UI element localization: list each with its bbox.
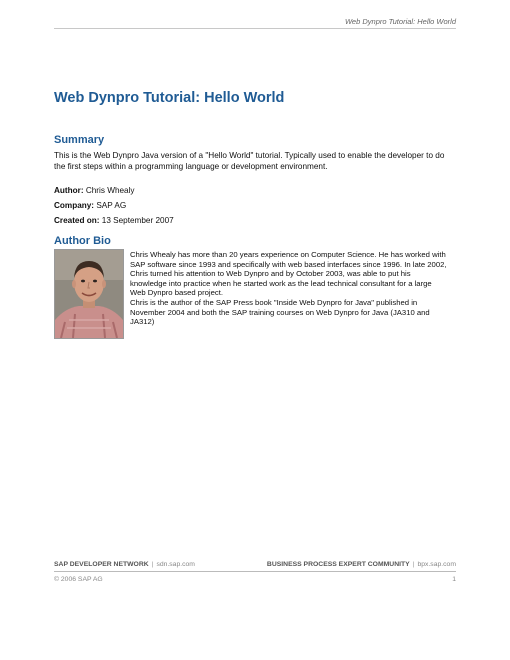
author-label: Author: [54,186,84,195]
created-line [54,216,174,225]
created-label: Created on: [54,216,100,225]
bio-paragraph: Chris Whealy has more than 20 years experience on Computer Science. He has worked with SAP software since 1993 and specifically with web based interfaces since 1996. In late 2002, Chris turned his attention to Web Dynpro and by October 2003, was able to put his knowledge into practice when he started work as the lead technical consultant for a large Web Dynpro based project. [130,250,447,298]
footer-left [54,561,195,568]
running-header: Web Dynpro Tutorial: Hello World [344,17,456,26]
company-line [54,201,126,210]
author-value: Chris Whealy [85,186,135,195]
author-bio-heading: Author Bio [54,235,111,247]
footer-divider [54,571,456,572]
page-number: 1 [452,576,456,583]
footer-network-link[interactable]: sdn.sap.com [156,561,195,568]
header-divider [54,28,456,29]
footer-network-name: SAP DEVELOPER NETWORK [54,561,149,568]
author-photo [54,249,124,339]
author-portrait-icon [55,250,123,338]
author-line [54,186,135,195]
bio-paragraph: Chris is the author of the SAP Press book "Inside Web Dynpro for Java" published in November 2004 and both the SAP training courses on Web Dynpro for Java (JA310 and JA312) [130,297,430,327]
footer-separator: | [151,561,154,568]
footer-community-name: BUSINESS PROCESS EXPERT COMMUNITY [266,561,410,568]
author-bio-text [130,250,448,327]
footer-community-link[interactable]: bpx.sap.com [417,561,456,568]
company-value: SAP AG [96,201,127,210]
footer-separator: | [412,561,415,568]
company-label: Company: [54,201,95,210]
summary-heading: Summary [54,134,105,146]
copyright: © 2006 SAP AG [54,576,103,583]
footer-right [267,561,456,568]
document-title: Web Dynpro Tutorial: Hello World [54,90,285,106]
created-value: 13 September 2007 [101,216,174,225]
summary-text: This is the Web Dynpro Java version of a "Hello World" tutorial. Typically used to enable the developer to do the first steps within a programming language or development environment. [54,151,445,171]
